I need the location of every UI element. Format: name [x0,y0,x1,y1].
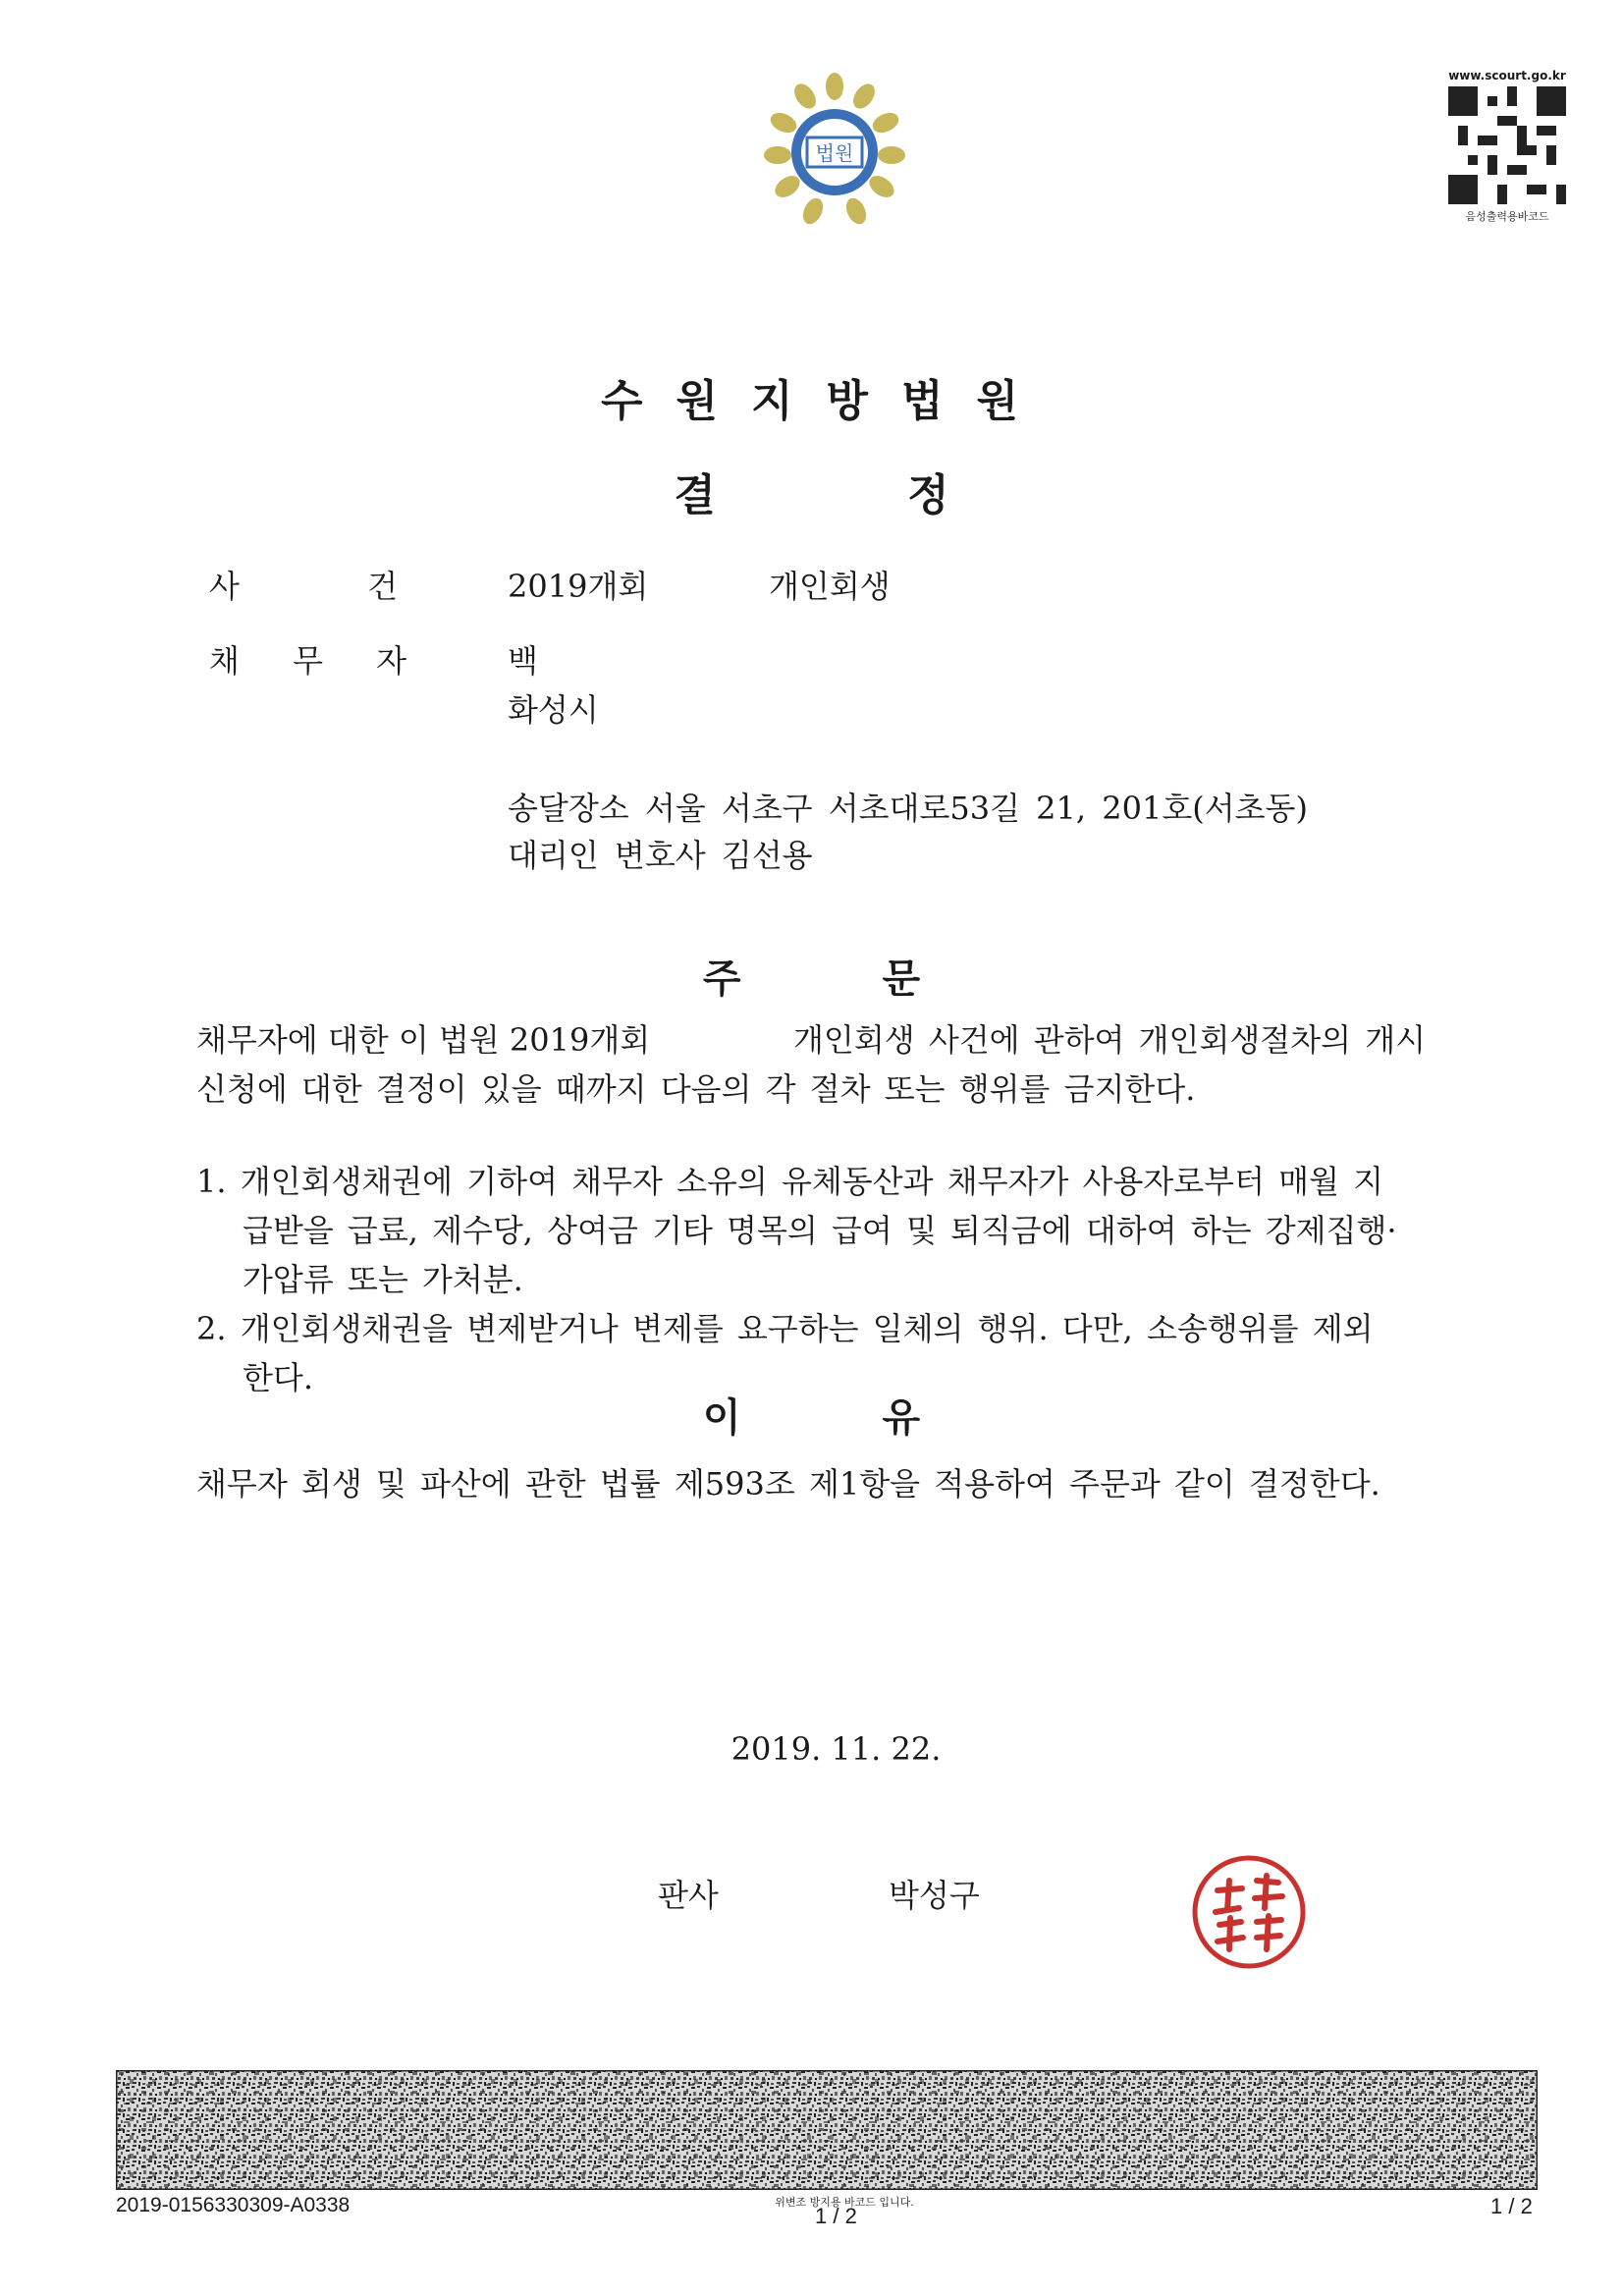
reason-text: 채무자 회생 및 파산에 관한 법률 제593조 제1항을 적용하여 주문과 같이 결정한다. [196,1465,1380,1503]
order-item2-line2: 한다. [243,1359,313,1396]
debtor-name: 백 [508,642,538,680]
page-indicator-right: 1 / 2 [1490,2194,1533,2218]
qr-caption: 음성출력용바코드 [1465,210,1549,223]
case-type: 개인회생 [769,568,891,605]
voice-barcode [1443,69,1571,226]
reason-heading: 이 유 [702,1395,921,1441]
order-intro-line1b: 개인회생 사건에 관하여 개인회생절차의 개시 [793,1021,1427,1059]
barcode-note: 위변조 방지용 바코드 입니다. [775,2196,914,2209]
emblem-text: 법원 [815,141,854,165]
court-emblem-logo [756,69,913,236]
order-heading: 주 문 [702,957,921,1002]
decision-date: 2019. 11. 22. [730,1730,942,1768]
order-item2-line1: 2. 개인회생채권을 변제받거나 변제를 요구하는 일체의 행위. 다만, 소송행위를 제외 [196,1310,1374,1347]
court-name-title: 수원지방법원 [600,376,1053,426]
judge-seal-stamp [1188,1851,1311,1974]
order-intro-line2: 신청에 대한 결정이 있을 때까지 다음의 각 절차 또는 행위를 금지한다. [196,1070,1196,1108]
qr-code-icon [1448,86,1566,204]
qr-url: www.scourt.go.kr [1448,69,1566,82]
case-number: 2019개회 [508,568,649,605]
page-indicator-center: 1 / 2 [815,2204,857,2228]
judge-name: 박성구 [889,1877,980,1914]
anti-forgery-barcode [116,2070,1538,2190]
order-item1-line3: 가압류 또는 가처분. [243,1261,523,1298]
debtor-label: 채 무 자 [209,642,407,680]
order-intro-line1a: 채무자에 대한 이 법원 2019개회 [196,1021,651,1059]
case-label: 사 건 [209,568,398,605]
agent-line: 대리인 변호사 김선용 [508,837,813,874]
document-type-title: 결 정 [674,470,949,520]
judge-title: 판사 [658,1877,719,1914]
service-address: 송달장소 서울 서초구 서초대로53길 21, 201호(서초동) [508,790,1308,827]
document-number: 2019-0156330309-A0338 [116,2194,351,2216]
debtor-address: 화성시 [508,691,599,729]
order-item1-line2: 급받을 급료, 제수당, 상여금 기타 명목의 급여 및 퇴직금에 대하여 하는 강제집행· [243,1212,1397,1249]
order-item1-line1: 1. 개인회생채권에 기하여 채무자 소유의 유체동산과 채무자가 사용자로부터 매월 지 [196,1163,1384,1200]
